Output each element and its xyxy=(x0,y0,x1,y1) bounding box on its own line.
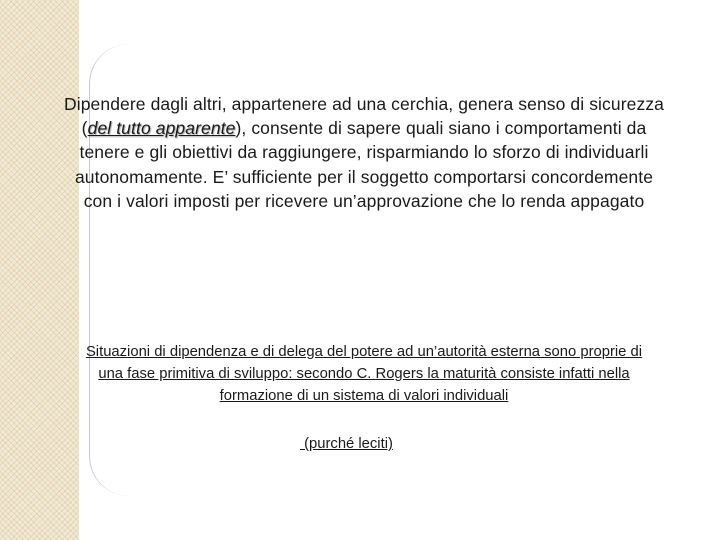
main-paragraph-text-start: Dipendere dagli altri, appartenere ad una cerchia, genera senso di sicurezza ( xyxy=(63,94,665,139)
decorative-left-band xyxy=(0,0,79,540)
note-text: (purché leciti) xyxy=(300,436,393,452)
emphasis-text: del tutto apparente xyxy=(87,118,236,139)
content-panel xyxy=(79,0,720,540)
secondary-paragraph: Situazioni di dipendenza e di delega del potere ad un’autorità esterna sono proprie di una fase primitiva di sviluppo: secondo C. Rogers la maturità consiste infatti nella formazione di un sistema di valori individuali xyxy=(85,344,643,404)
main-paragraph-text-end: ), consente di sapere quali siano i comportamenti da tenere e gli obiettivi da raggiungere, risparmiando lo sforzo di individuarli autonomamente. E’ sufficiente per il soggetto comportarsi concordemente con i valori imposti per ricevere un’approvazione che lo renda appagato xyxy=(74,118,654,211)
main-paragraph xyxy=(62,92,666,213)
